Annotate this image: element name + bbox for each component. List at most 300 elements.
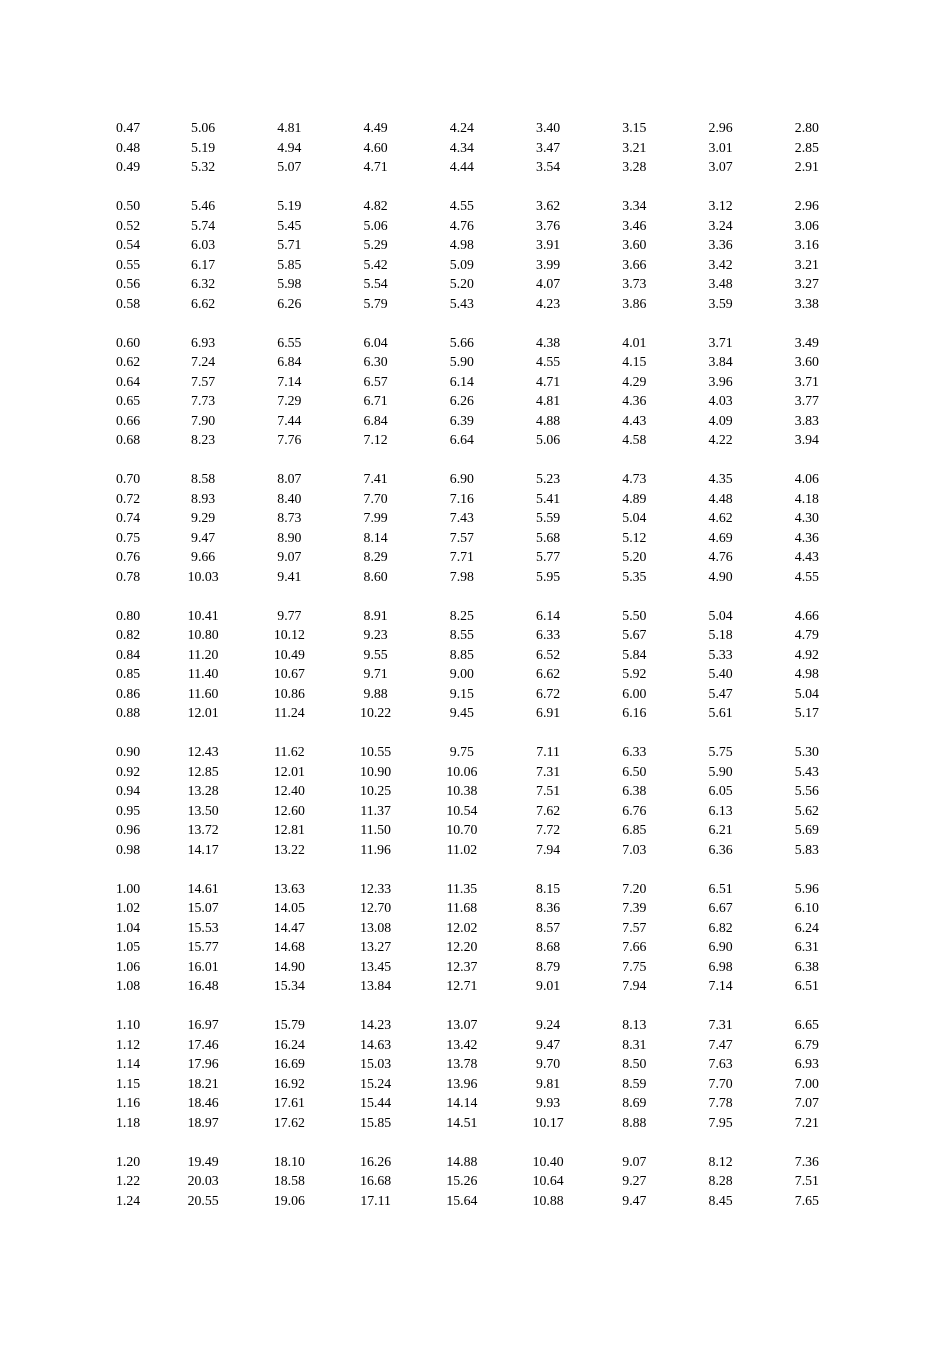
table-cell: 8.50 [622, 1056, 647, 1071]
table-cell: 14.17 [187, 841, 219, 857]
table-cell: 10.86 [273, 685, 305, 701]
table-cell: 5.40 [708, 666, 733, 681]
table-cell: 4.98 [794, 666, 819, 681]
table-cell: 4.71 [363, 159, 388, 174]
row-key-cell: 1.14 [116, 1056, 141, 1071]
table-cell: 11.24 [274, 705, 305, 720]
table-cell: 5.90 [708, 763, 733, 779]
table-cell: 5.43 [794, 763, 819, 779]
row-key-cell: 1.02 [116, 900, 141, 915]
table-row [90, 489, 866, 509]
table-cell: 4.03 [708, 393, 733, 408]
table-cell: 12.81 [273, 822, 305, 837]
table-cell: 6.62 [536, 666, 561, 681]
table-cell: 3.38 [794, 295, 819, 311]
table-cell: 5.19 [191, 139, 216, 155]
table-cell: 10.67 [273, 666, 305, 681]
row-key-cell: 0.55 [116, 256, 141, 272]
table-cell: 7.65 [794, 1192, 819, 1208]
table-cell: 8.88 [622, 1114, 647, 1130]
table-cell: 6.05 [708, 783, 733, 798]
table-cell: 5.83 [794, 841, 819, 857]
table-cell: 4.06 [794, 471, 819, 486]
table-cell: 6.17 [191, 256, 216, 272]
table-cell: 6.85 [622, 822, 647, 837]
table-cell: 6.03 [191, 237, 216, 252]
table-cell: 6.38 [622, 783, 647, 798]
table-cell: 10.80 [187, 627, 219, 642]
table-cell: 7.70 [363, 490, 388, 506]
table-cell: 5.46 [191, 198, 216, 213]
table-cell: 3.49 [794, 334, 819, 350]
table-cell: 4.18 [794, 490, 819, 506]
table-cell: 13.22 [273, 841, 305, 857]
row-key-cell: 0.64 [116, 373, 141, 389]
table-cell: 4.55 [794, 568, 819, 584]
table-cell: 4.88 [536, 412, 561, 428]
table-cell: 4.38 [536, 334, 561, 350]
row-key-cell: 0.90 [116, 744, 141, 759]
table-cell: 7.98 [449, 568, 474, 584]
table-cell: 8.55 [449, 627, 474, 642]
table-cell: 2.96 [794, 198, 819, 213]
table-row [90, 606, 866, 626]
table-cell: 3.16 [794, 237, 819, 252]
table-cell: 8.40 [277, 490, 302, 506]
table-cell: 4.35 [708, 471, 733, 486]
table-cell: 5.12 [622, 529, 647, 545]
table-cell: 13.27 [360, 939, 392, 954]
table-cell: 7.66 [622, 939, 647, 954]
table-cell: 7.62 [536, 802, 561, 818]
table-cell: 8.90 [277, 529, 302, 545]
table-cell: 7.71 [449, 549, 474, 564]
table-cell: 8.68 [536, 939, 561, 954]
table-cell: 18.46 [187, 1095, 219, 1110]
table-cell: 4.94 [277, 139, 302, 155]
table-cell: 7.75 [622, 958, 647, 974]
table-cell: 6.57 [363, 373, 388, 389]
row-key-cell: 0.58 [116, 295, 141, 311]
table-cell: 5.20 [622, 549, 647, 564]
table-cell: 13.28 [187, 783, 219, 798]
row-key-cell: 0.50 [116, 198, 141, 213]
table-cell: 6.79 [794, 1036, 819, 1052]
row-key-cell: 0.74 [116, 510, 141, 525]
table-cell: 7.63 [708, 1056, 733, 1071]
data-table [90, 118, 866, 1230]
table-row [90, 391, 866, 411]
table-cell: 3.60 [622, 237, 647, 252]
table-cell: 14.90 [273, 958, 305, 974]
table-cell: 6.26 [449, 393, 474, 408]
table-cell: 9.00 [449, 666, 474, 681]
table-cell: 6.04 [363, 334, 388, 350]
table-cell: 10.25 [360, 783, 392, 798]
table-cell: 12.85 [187, 763, 219, 779]
table-cell: 5.98 [277, 276, 302, 291]
table-cell: 12.33 [360, 880, 392, 896]
table-cell: 4.24 [449, 120, 474, 135]
table-cell: 3.40 [536, 120, 561, 135]
table-cell: 5.95 [536, 568, 561, 584]
table-cell: 4.73 [622, 471, 647, 486]
row-group [90, 333, 866, 450]
row-group [90, 118, 866, 177]
table-cell: 8.93 [191, 490, 216, 506]
table-cell: 9.88 [363, 685, 388, 701]
table-cell: 6.00 [622, 685, 647, 701]
table-cell: 10.17 [532, 1114, 564, 1130]
table-cell: 6.84 [363, 412, 388, 428]
table-cell: 4.30 [794, 510, 819, 525]
table-cell: 9.81 [536, 1075, 561, 1091]
table-cell: 13.50 [187, 802, 219, 818]
table-cell: 5.33 [708, 646, 733, 662]
table-cell: 5.29 [363, 237, 388, 252]
table-cell: 4.29 [622, 373, 647, 389]
table-cell: 4.89 [622, 490, 647, 506]
table-cell: 15.34 [273, 978, 305, 993]
table-cell: 8.31 [622, 1036, 647, 1052]
table-cell: 5.79 [363, 295, 388, 311]
row-key-cell: 0.98 [116, 841, 141, 857]
table-cell: 7.29 [277, 393, 302, 408]
table-cell: 13.42 [446, 1036, 478, 1052]
table-cell: 10.90 [360, 763, 392, 779]
table-cell: 4.07 [536, 276, 561, 291]
table-cell: 5.09 [449, 256, 474, 272]
table-cell: 6.26 [277, 295, 302, 311]
table-cell: 2.96 [708, 120, 733, 135]
table-cell: 5.61 [708, 705, 733, 720]
row-key-cell: 0.56 [116, 276, 141, 291]
row-key-cell: 0.65 [116, 393, 141, 408]
table-cell: 18.58 [273, 1173, 305, 1188]
table-cell: 8.79 [536, 958, 561, 974]
table-cell: 8.59 [622, 1075, 647, 1091]
table-cell: 8.23 [191, 432, 216, 447]
table-cell: 16.68 [360, 1173, 392, 1188]
table-cell: 2.91 [794, 159, 819, 174]
table-cell: 6.21 [708, 822, 733, 837]
table-cell: 10.06 [446, 763, 478, 779]
table-cell: 10.40 [532, 1153, 564, 1169]
table-cell: 14.51 [446, 1114, 478, 1130]
table-cell: 7.21 [794, 1114, 819, 1130]
table-cell: 17.62 [273, 1114, 305, 1130]
table-cell: 10.55 [360, 744, 392, 759]
table-cell: 5.75 [708, 744, 733, 759]
table-cell: 7.20 [622, 880, 647, 896]
table-cell: 7.90 [191, 412, 216, 428]
table-cell: 9.47 [191, 529, 216, 545]
table-cell: 6.16 [622, 705, 647, 720]
table-cell: 13.78 [446, 1056, 478, 1071]
table-cell: 8.85 [449, 646, 474, 662]
table-row [90, 898, 866, 918]
table-cell: 4.23 [536, 295, 561, 311]
table-cell: 13.08 [360, 919, 392, 935]
table-cell: 11.35 [446, 880, 478, 896]
table-cell: 7.51 [794, 1173, 819, 1188]
table-row [90, 664, 866, 684]
table-row [90, 879, 866, 899]
row-key-cell: 0.47 [116, 120, 141, 135]
table-cell: 13.84 [360, 978, 392, 993]
table-cell: 8.29 [363, 549, 388, 564]
table-cell: 3.94 [794, 432, 819, 447]
table-row [90, 196, 866, 216]
table-cell: 7.47 [708, 1036, 733, 1052]
table-cell: 19.49 [187, 1153, 219, 1169]
table-cell: 11.60 [187, 685, 219, 701]
table-cell: 4.71 [536, 373, 561, 389]
row-key-cell: 1.05 [116, 939, 141, 954]
table-cell: 5.71 [277, 237, 302, 252]
row-key-cell: 1.08 [116, 978, 141, 993]
table-cell: 9.71 [363, 666, 388, 681]
table-row [90, 1035, 866, 1055]
row-key-cell: 0.95 [116, 802, 141, 818]
table-cell: 5.56 [794, 783, 819, 798]
table-cell: 7.57 [191, 373, 216, 389]
table-cell: 6.91 [536, 705, 561, 720]
table-cell: 5.42 [363, 256, 388, 272]
table-cell: 3.54 [536, 159, 561, 174]
table-cell: 16.01 [187, 958, 219, 974]
table-cell: 7.94 [622, 978, 647, 993]
row-key-cell: 1.06 [116, 958, 141, 974]
table-cell: 17.96 [187, 1056, 219, 1071]
table-cell: 7.39 [622, 900, 647, 915]
table-cell: 4.98 [449, 237, 474, 252]
table-cell: 11.96 [360, 841, 391, 857]
table-cell: 12.43 [187, 744, 219, 759]
table-cell: 7.07 [794, 1095, 819, 1110]
table-cell: 3.48 [708, 276, 733, 291]
table-cell: 11.20 [187, 646, 219, 662]
table-cell: 9.66 [191, 549, 216, 564]
row-key-cell: 0.68 [116, 432, 141, 447]
row-group [90, 1152, 866, 1211]
table-cell: 6.13 [708, 802, 733, 818]
table-cell: 4.82 [363, 198, 388, 213]
row-key-cell: 0.52 [116, 217, 141, 233]
table-row [90, 157, 866, 177]
table-cell: 9.93 [536, 1095, 561, 1110]
table-cell: 7.12 [363, 432, 388, 447]
table-cell: 6.62 [191, 295, 216, 311]
table-cell: 4.55 [449, 198, 474, 213]
table-cell: 9.47 [622, 1192, 647, 1208]
table-cell: 5.41 [536, 490, 561, 506]
table-cell: 6.51 [794, 978, 819, 993]
table-cell: 9.75 [449, 744, 474, 759]
table-cell: 3.27 [794, 276, 819, 291]
table-cell: 11.37 [360, 802, 391, 818]
table-cell: 4.60 [363, 139, 388, 155]
table-cell: 17.61 [273, 1095, 305, 1110]
table-row [90, 820, 866, 840]
table-cell: 18.10 [273, 1153, 305, 1169]
table-cell: 20.55 [187, 1192, 219, 1208]
row-key-cell: 1.12 [116, 1036, 141, 1052]
table-cell: 3.28 [622, 159, 647, 174]
table-cell: 16.92 [273, 1075, 305, 1091]
table-cell: 7.99 [363, 510, 388, 525]
table-cell: 4.36 [622, 393, 647, 408]
row-key-cell: 1.10 [116, 1017, 141, 1032]
table-cell: 3.01 [708, 139, 733, 155]
table-cell: 5.47 [708, 685, 733, 701]
table-cell: 10.70 [446, 822, 478, 837]
table-cell: 12.70 [360, 900, 392, 915]
table-row [90, 918, 866, 938]
table-cell: 18.97 [187, 1114, 219, 1130]
table-cell: 3.34 [622, 198, 647, 213]
table-cell: 9.55 [363, 646, 388, 662]
table-cell: 6.90 [449, 471, 474, 486]
table-cell: 8.15 [536, 880, 561, 896]
table-cell: 7.14 [277, 373, 302, 389]
table-cell: 3.46 [622, 217, 647, 233]
table-cell: 6.51 [708, 880, 733, 896]
table-cell: 5.54 [363, 276, 388, 291]
table-cell: 5.62 [794, 802, 819, 818]
table-cell: 16.48 [187, 978, 219, 993]
table-cell: 9.24 [536, 1017, 561, 1032]
table-cell: 15.79 [273, 1017, 305, 1032]
table-cell: 14.63 [360, 1036, 392, 1052]
table-cell: 9.27 [622, 1173, 647, 1188]
table-cell: 5.69 [794, 822, 819, 837]
table-cell: 7.76 [277, 432, 302, 447]
table-cell: 6.10 [794, 900, 819, 915]
table-cell: 6.52 [536, 646, 561, 662]
table-cell: 7.41 [363, 471, 388, 486]
table-cell: 3.73 [622, 276, 647, 291]
table-cell: 7.70 [708, 1075, 733, 1091]
row-key-cell: 0.96 [116, 822, 141, 837]
table-cell: 6.67 [708, 900, 733, 915]
row-key-cell: 0.48 [116, 139, 141, 155]
table-cell: 4.90 [708, 568, 733, 584]
table-cell: 4.76 [449, 217, 474, 233]
table-cell: 9.07 [277, 549, 302, 564]
table-cell: 6.39 [449, 412, 474, 428]
table-cell: 11.50 [360, 822, 391, 837]
table-cell: 9.77 [277, 607, 302, 623]
table-cell: 11.02 [446, 841, 478, 857]
table-cell: 10.12 [273, 627, 305, 642]
table-cell: 6.72 [536, 685, 561, 701]
table-row [90, 762, 866, 782]
table-row [90, 1152, 866, 1172]
table-cell: 5.04 [622, 510, 647, 525]
table-cell: 5.68 [536, 529, 561, 545]
table-row [90, 742, 866, 762]
table-cell: 6.93 [794, 1056, 819, 1071]
row-key-cell: 0.54 [116, 237, 141, 252]
row-key-cell: 0.82 [116, 627, 141, 642]
table-cell: 14.05 [273, 900, 305, 915]
table-row [90, 333, 866, 353]
table-row [90, 567, 866, 587]
table-cell: 5.35 [622, 568, 647, 584]
row-key-cell: 0.88 [116, 705, 141, 720]
table-cell: 5.20 [449, 276, 474, 291]
table-cell: 6.31 [794, 939, 819, 954]
table-row [90, 957, 866, 977]
table-cell: 4.92 [794, 646, 819, 662]
table-cell: 16.26 [360, 1153, 392, 1169]
table-cell: 3.60 [794, 354, 819, 369]
table-row [90, 1015, 866, 1035]
table-cell: 7.73 [191, 393, 216, 408]
table-cell: 3.71 [708, 334, 733, 350]
row-key-cell: 1.00 [116, 880, 141, 896]
row-key-cell: 0.94 [116, 783, 141, 798]
table-cell: 5.77 [536, 549, 561, 564]
table-cell: 3.06 [794, 217, 819, 233]
table-cell: 7.03 [622, 841, 647, 857]
table-cell: 4.15 [622, 354, 647, 369]
row-group [90, 879, 866, 996]
row-group [90, 469, 866, 586]
table-cell: 8.14 [363, 529, 388, 545]
table-cell: 5.67 [622, 627, 647, 642]
table-cell: 6.50 [622, 763, 647, 779]
table-cell: 5.96 [794, 880, 819, 896]
table-cell: 6.32 [191, 276, 216, 291]
table-cell: 8.25 [449, 607, 474, 623]
table-cell: 13.63 [273, 880, 305, 896]
table-cell: 11.68 [446, 900, 478, 915]
table-cell: 5.18 [708, 627, 733, 642]
table-cell: 11.62 [274, 744, 305, 759]
table-cell: 6.82 [708, 919, 733, 935]
row-key-cell: 1.16 [116, 1095, 141, 1110]
row-key-cell: 0.66 [116, 412, 141, 428]
table-row [90, 138, 866, 158]
table-cell: 6.36 [708, 841, 733, 857]
table-cell: 4.66 [794, 607, 819, 623]
table-cell: 14.68 [273, 939, 305, 954]
table-cell: 8.45 [708, 1192, 733, 1208]
table-cell: 6.84 [277, 354, 302, 369]
table-row [90, 1074, 866, 1094]
table-cell: 3.21 [622, 139, 647, 155]
row-key-cell: 1.15 [116, 1075, 141, 1091]
table-cell: 10.22 [360, 705, 392, 720]
table-cell: 3.07 [708, 159, 733, 174]
table-cell: 6.71 [363, 393, 388, 408]
row-key-cell: 0.60 [116, 334, 141, 350]
table-cell: 9.23 [363, 627, 388, 642]
table-cell: 5.06 [191, 120, 216, 135]
table-cell: 7.43 [449, 510, 474, 525]
row-group [90, 606, 866, 723]
table-cell: 13.96 [446, 1075, 478, 1091]
table-cell: 3.66 [622, 256, 647, 272]
table-cell: 8.57 [536, 919, 561, 935]
table-cell: 15.53 [187, 919, 219, 935]
row-group [90, 1015, 866, 1132]
table-cell: 4.44 [449, 159, 474, 174]
table-cell: 3.83 [794, 412, 819, 428]
table-row [90, 1093, 866, 1113]
